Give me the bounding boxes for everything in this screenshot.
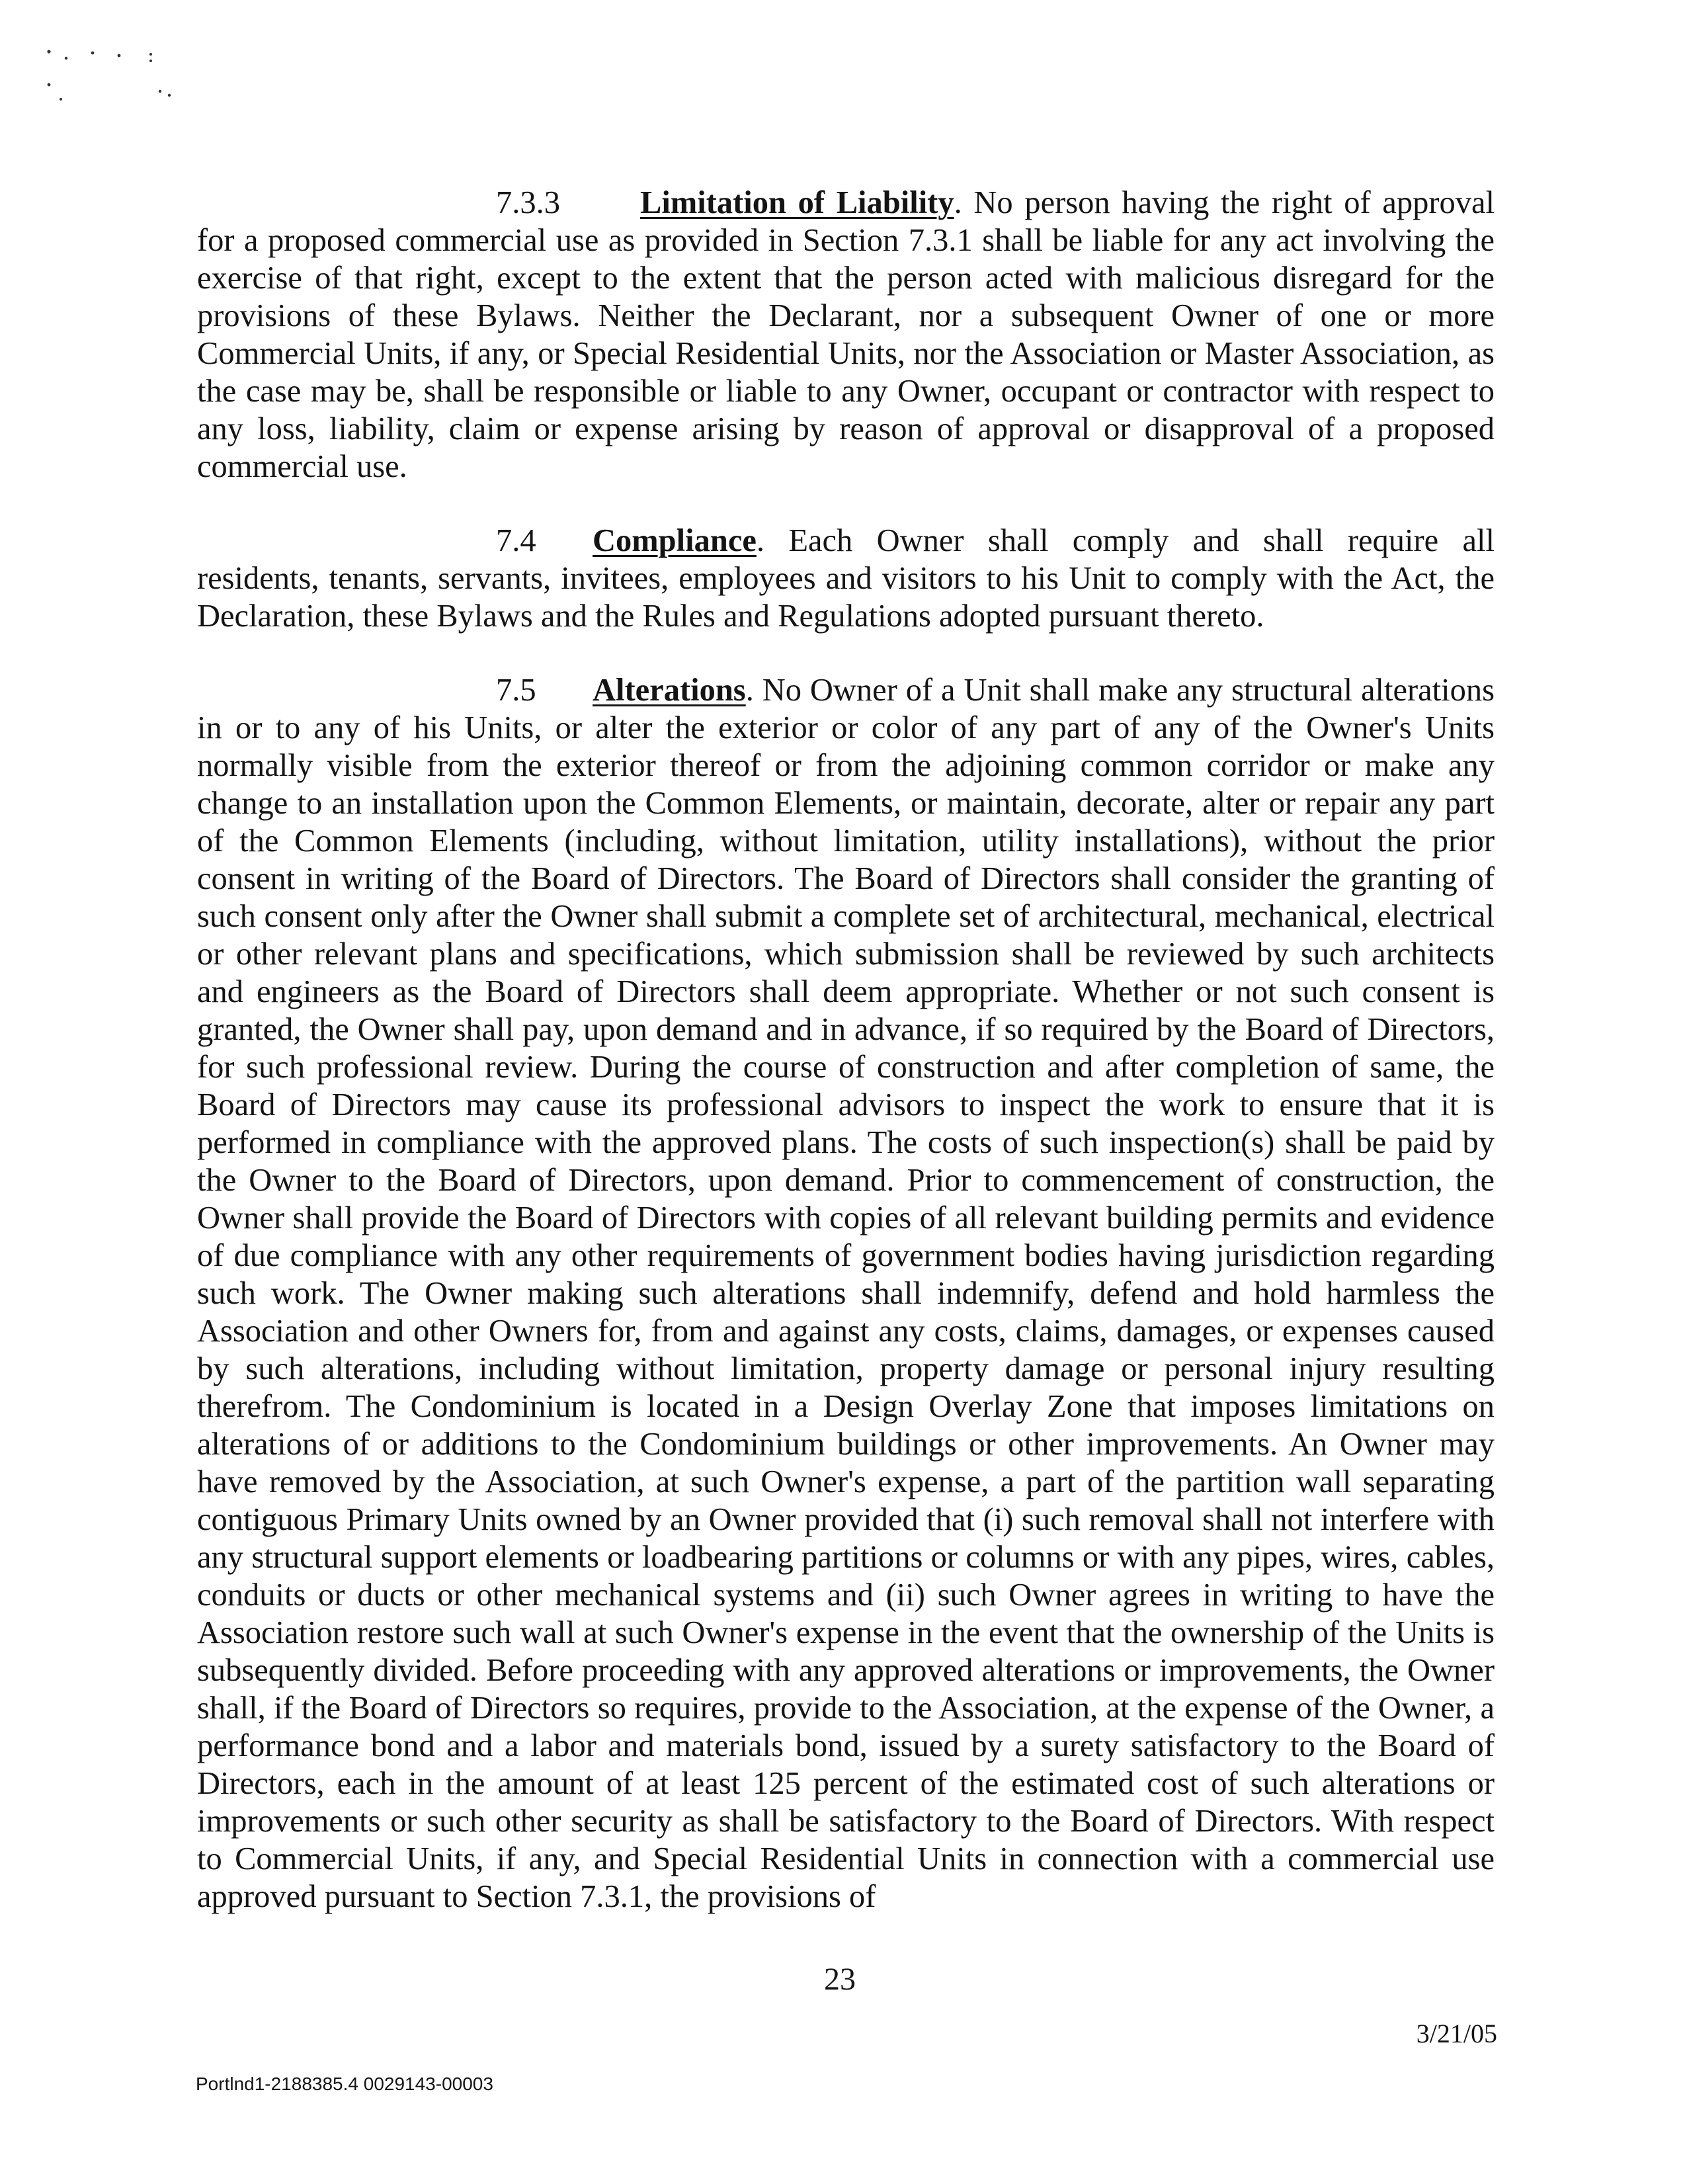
date-stamp: 3/21/05 (1416, 2019, 1497, 2048)
document-id-footer: Portlnd1-2188385.4 0029143-00003 (196, 2074, 493, 2094)
section-text: . No Owner of a Unit shall make any structural alterations in or to any of his Units, or alter the exterior or color of any part of any of the Owner's Units normally visible from the exterior thereof or from the adjoining common corridor or make any change to an installation upon the Common Elements, or maintain, decorate, alter or repair any part of the Common Elements (including, without limitation, utility installations), without the prior consent in writing of the Board of Directors. The Board of Directors shall consider the granting of such consent only after the Owner shall submit a complete set of architectural, mechanical, electrical or other relevant plans and specifications, which submission shall be reviewed by such architects and engineers as the Board of Directors shall deem appropriate. Whether or not such consent is granted, the Owner shall pay, upon demand and in advance, if so required by the Board of Directors, for such professional review. During the course of construction and after completion of same, the Board of Directors may cause its professional advisors to inspect the work to ensure that it is performed in compliance with the approved plans. The costs of such inspection(s) shall be paid by the Owner to the Board of Directors, upon demand. Prior to commencement of construction, the Owner shall provide the Board of Directors with copies of all relevant building permits and evidence of due compliance with any other requirements of government bodies having jurisdiction regarding such work. The Owner making such alterations shall indemnify, defend and hold harmless the Association and other Owners for, from and against any costs, claims, damages, or expenses caused by such alterations, including without limitation, property damage or personal injury resulting therefrom. The Condominium is located in a Design Overlay Zone that imposes limitations on alterations of or additions to the Condominium buildings or other improvements. An Owner may have removed by the Association, at such Owner's expense, a part of the partition wall separating contiguous Primary Units owned by an Owner provided that (i) such removal shall not interfere with any structural support elements or loadbearing partitions or columns or with any pipes, wires, cables, conduits or ducts or other mechanical systems and (ii) such Owner agrees in writing to have the Association restore such wall at such Owner's expense in the event that the ownership of the Units is subsequently divided. Before proceeding with any approved alterations or improvements, the Owner shall, if the Board of Directors so requires, provide to the Association, at the expense of the Owner, a performance bond and a labor and materials bond, issued by a surety satisfactory to the Board of Directors, each in the amount of at least 125 percent of the estimated cost of such alterations or improvements or such other security as shall be satisfactory to the Board of Directors. With respect to Commercial Units, if any, and Special Residential Units in connection with a commercial use approved pursuant to Section 7.3.1, the provisions of (197, 673, 1495, 1914)
section-heading: Limitation of Liability (640, 185, 954, 220)
section-7-4 (197, 522, 1495, 635)
document-body (197, 184, 1495, 1915)
section-7-5 (197, 671, 1495, 1915)
section-text: . No person having the right of approval for a proposed commercial use as provided in Section 7.3.1 shall be liable for any act involving the exercise of that right, except to the extent that the person acted with malicious disregard for the provisions of these Bylaws. Neither the Declarant, nor a subsequent Owner of one or more Commercial Units, if any, or Special Residential Units, nor the Association or Master Association, as the case may be, shall be responsible or liable to any Owner, occupant or contractor with respect to any loss, liability, claim or expense arising by reason of approval or disapproval of a proposed commercial use. (197, 185, 1495, 484)
section-number: 7.5 (496, 673, 536, 708)
page-number: 23 (824, 1962, 856, 1997)
section-7-3-3 (197, 184, 1495, 485)
section-heading: Alterations (593, 673, 746, 708)
section-heading: Compliance (593, 523, 757, 558)
section-text: . Each Owner shall comply and shall require all residents, tenants, servants, invitees, employees and visitors to his Unit to comply with the Act, the Declaration, these Bylaws and the Rules and Regulations adopted pursuant thereto. (197, 523, 1495, 634)
section-number: 7.3.3 (496, 185, 560, 220)
section-number: 7.4 (496, 523, 536, 558)
scan-artifact-specks (46, 46, 192, 119)
